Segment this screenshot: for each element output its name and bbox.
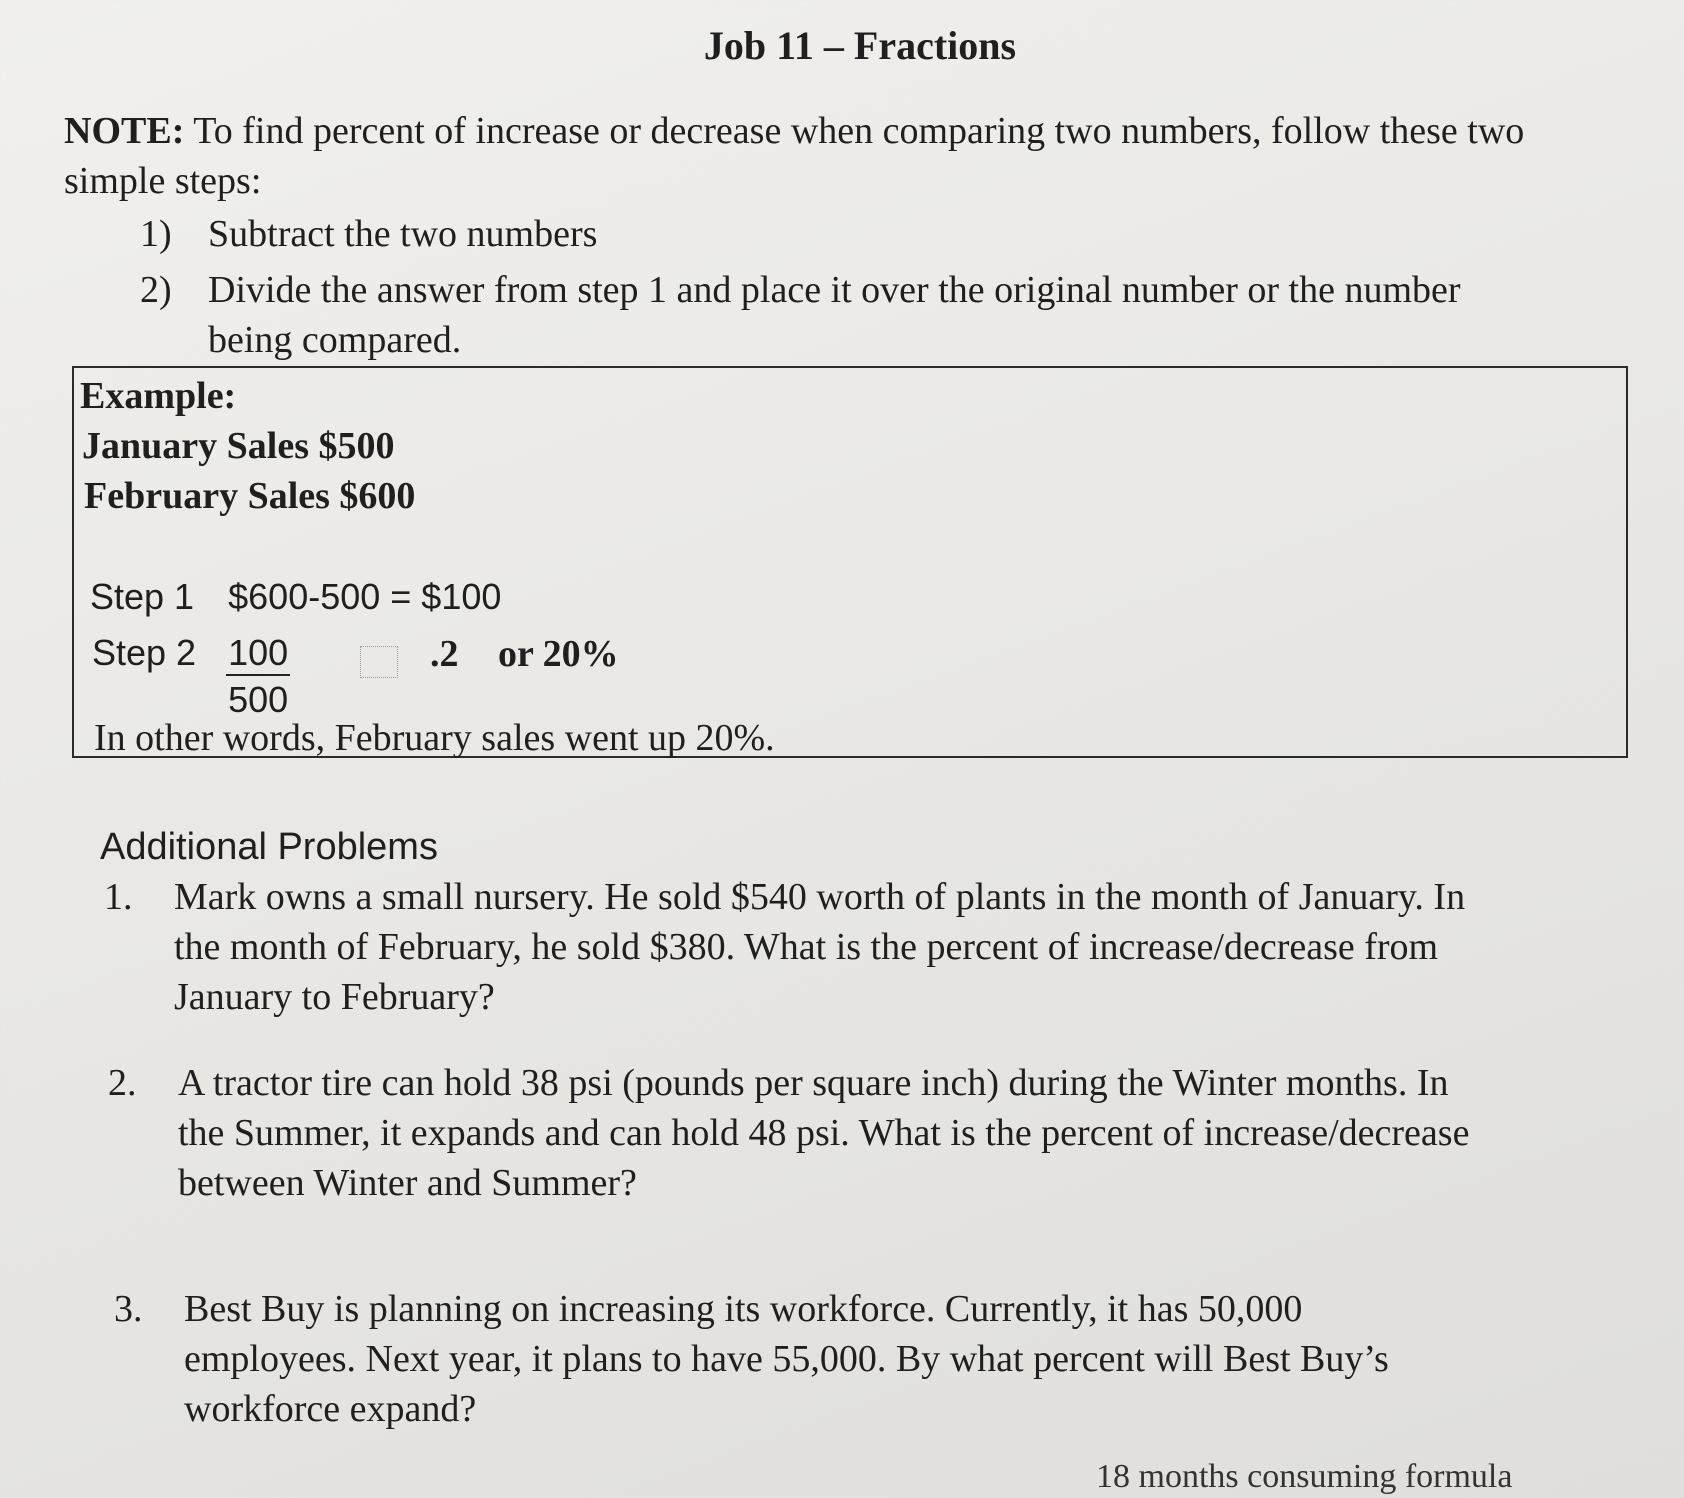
problem-line: January to February? [174, 976, 495, 1018]
problem-line: between Winter and Summer? [178, 1162, 637, 1204]
step-number: 1) [140, 213, 172, 255]
equals-placeholder-icon [360, 646, 398, 683]
step1-label: Step 1 [90, 576, 195, 617]
problem-line: Best Buy is planning on increasing its workforce. Currently, it has 50,000 [184, 1288, 1303, 1330]
step-text: Subtract the two numbers [208, 213, 598, 255]
example-heading: Example: [80, 375, 237, 417]
note-paragraph [64, 106, 1624, 206]
note-step-1 [140, 212, 597, 256]
note-step-2-continued [140, 318, 461, 362]
step2-fraction [226, 632, 290, 724]
note-label: NOTE: [64, 110, 185, 152]
step-number: 2) [140, 269, 172, 311]
problem-line: the month of February, he sold $380. What is the percent of increase/decrease from [174, 926, 1439, 968]
problem-line: workforce expand? [184, 1388, 477, 1430]
fraction-denominator: 500 [228, 679, 289, 720]
step2-result: .2 [430, 633, 459, 675]
fraction-numerator: 100 [226, 632, 290, 676]
step2-label: Step 2 [92, 632, 197, 673]
problem-line: Mark owns a small nursery. He sold $540 worth of plants in the month of January. In [174, 876, 1466, 918]
example-january-sales: January Sales $500 [82, 425, 395, 467]
problem-number: 2. [108, 1062, 137, 1104]
problem-number: 3. [114, 1288, 143, 1330]
step2-percent: or 20% [498, 633, 619, 675]
page-title: Job 11 – Fractions [703, 23, 1017, 68]
step1-expression: $600-500 = $100 [228, 576, 502, 617]
problem-number: 1. [104, 876, 133, 918]
example-conclusion: In other words, February sales went up 20%. [94, 717, 775, 759]
cut-off-footer-text: 18 months consuming formula [1096, 1458, 1513, 1495]
step-text: being compared. [208, 319, 462, 361]
example-box [72, 366, 1628, 758]
problem-2 [108, 1058, 1469, 1208]
example-february-sales: February Sales $600 [84, 475, 416, 517]
problem-line: A tractor tire can hold 38 psi (pounds per square inch) during the Winter months. In [178, 1062, 1449, 1104]
example-step-2 [92, 632, 290, 724]
note-text: To find percent of increase or decrease when comparing two numbers, follow these two simple steps: [64, 110, 1525, 202]
example-step-1 [90, 576, 501, 618]
note-step-2 [140, 268, 1461, 312]
step-text: Divide the answer from step 1 and place it over the original number or the number [208, 269, 1461, 311]
additional-problems-heading: Additional Problems [100, 826, 438, 868]
problem-line: employees. Next year, it plans to have 55,000. By what percent will Best Buy’s [184, 1338, 1389, 1380]
problem-line: the Summer, it expands and can hold 48 psi. What is the percent of increase/decrease [178, 1112, 1470, 1154]
problem-1 [104, 872, 1465, 1022]
problem-3 [114, 1284, 1389, 1434]
